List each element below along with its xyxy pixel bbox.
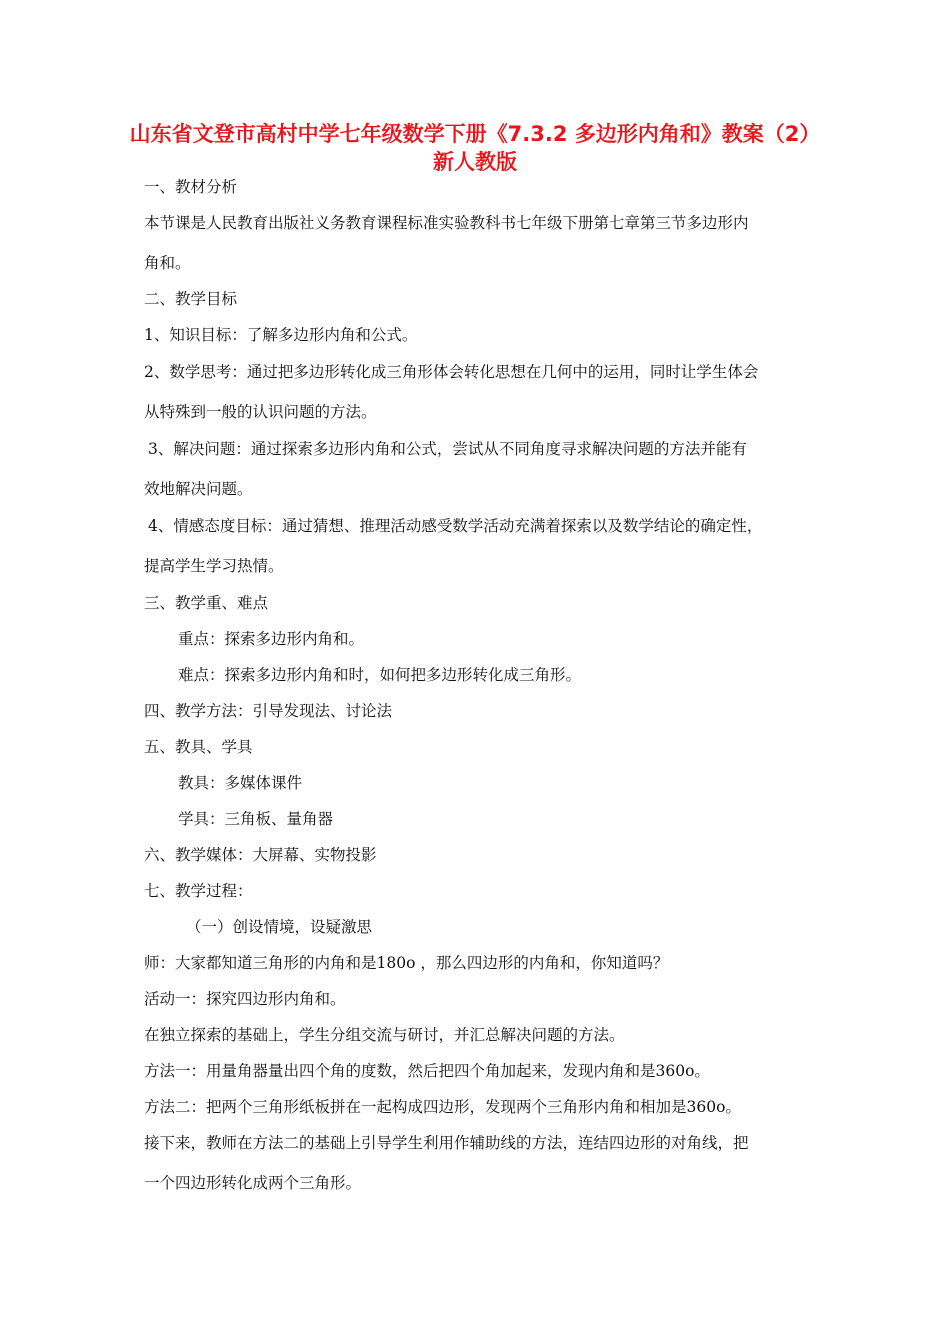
paragraph-line: 重点：探索多边形内角和。 xyxy=(178,630,365,648)
section-heading: 六、教学媒体：大屏幕、实物投影 xyxy=(144,846,377,864)
paragraph-line: 2、数学思考：通过把多边形转化成三角形体会转化思想在几何中的运用，同时让学生体会 xyxy=(144,363,759,381)
paragraph-line: 活动一：探究四边形内角和。 xyxy=(144,990,346,1008)
section-heading: 五、教具、学具 xyxy=(144,738,253,756)
paragraph-line: 方法二：把两个三角形纸板拼在一起构成四边形，发现两个三角形内角和相加是360o。 xyxy=(144,1098,741,1116)
section-heading: 二、教学目标 xyxy=(144,290,238,308)
paragraph-line: 方法一：用量角器量出四个角的度数，然后把四个角加起来，发现内角和是360o。 xyxy=(144,1062,710,1080)
paragraph-line: 3、解决问题：通过探索多边形内角和公式，尝试从不同角度寻求解决问题的方法并能有 xyxy=(148,440,747,458)
paragraph-line: 效地解决问题。 xyxy=(144,480,253,498)
paragraph-line: 1、知识目标：了解多边形内角和公式。 xyxy=(144,326,418,344)
section-heading: 三、教学重、难点 xyxy=(144,594,269,612)
paragraph-line: 难点：探索多边形内角和时，如何把多边形转化成三角形。 xyxy=(178,666,582,684)
section-heading: 一、教材分析 xyxy=(144,178,238,196)
paragraph-line: 师：大家都知道三角形的内角和是180o ，那么四边形的内角和，你知道吗？ xyxy=(144,954,669,972)
paragraph-line: 角和。 xyxy=(144,254,191,272)
subsection-heading: （一）创设情境，设疑激思 xyxy=(186,918,373,936)
paragraph-line: 在独立探索的基础上，学生分组交流与研讨，并汇总解决问题的方法。 xyxy=(144,1026,625,1044)
document-title: 山东省文登市高村中学七年级数学下册《7.3.2 多边形内角和》教案（2） 新人教版 xyxy=(129,122,821,174)
paragraph-line: 接下来，教师在方法二的基础上引导学生利用作辅助线的方法，连结四边形的对角线，把 xyxy=(144,1134,749,1152)
paragraph-line: 一个四边形转化成两个三角形。 xyxy=(144,1174,362,1192)
section-heading: 四、教学方法：引导发现法、讨论法 xyxy=(144,702,393,720)
section-heading: 七、教学过程： xyxy=(144,882,253,900)
paragraph-line: 学具：三角板、量角器 xyxy=(178,810,334,828)
paragraph-line: 提高学生学习热情。 xyxy=(144,557,284,575)
paragraph-line: 本节课是人民教育出版社义务教育课程标准实验教科书七年级下册第七章第三节多边形内 xyxy=(144,214,749,232)
paragraph-line: 4、情感态度目标：通过猜想、推理活动感受数学活动充满着探索以及数学结论的确定性， xyxy=(148,517,763,535)
paragraph-line: 教具：多媒体课件 xyxy=(178,774,303,792)
paragraph-line: 从特殊到一般的认识问题的方法。 xyxy=(144,403,377,421)
